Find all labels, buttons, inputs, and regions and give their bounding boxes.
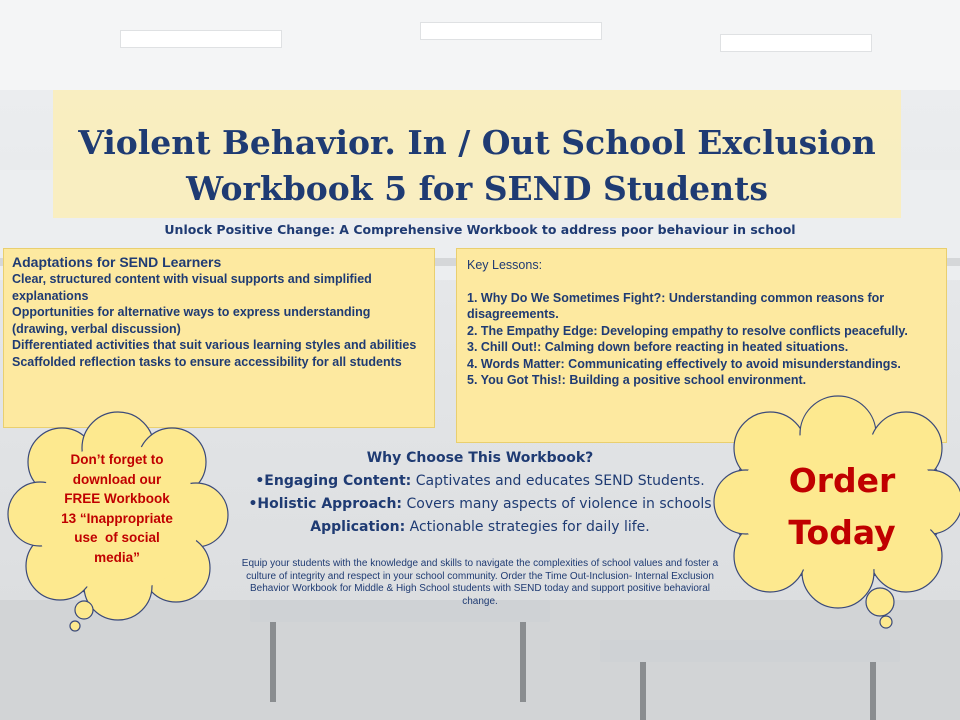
why-point-text: Actionable strategies for daily life.	[405, 519, 650, 535]
order-line-1: Order	[788, 461, 896, 500]
lesson-item: 5. You Got This!: Building a positive school environment.	[467, 373, 807, 387]
order-today-cloud[interactable]	[742, 455, 942, 559]
why-point-label: •Engaging Content:	[255, 473, 412, 489]
closing-paragraph: Equip your students with the knowledge and skills to navigate the complexities of school values and foster a culture of integrity and respect in your school community. Order the Time Out-Inclusion- Internal Exclusion Behavior Workbook for Middle & High School students with SEND today and support positive behavioral change.	[241, 558, 719, 607]
lesson-item: 2. The Empathy Edge: Developing empathy to resolve conflicts peacefully.	[467, 323, 908, 338]
why-point-label: Application:	[310, 519, 406, 535]
why-point-text: Captivates and educates SEND Students.	[411, 473, 705, 489]
adaptations-heading: Adaptations for SEND Learners	[12, 254, 222, 270]
adaptation-item: Opportunities for alternative ways to express understanding (drawing, verbal discussion)	[12, 305, 371, 336]
adaptation-item: Clear, structured content with visual supports and simplified explanations	[12, 272, 372, 303]
why-point-text: Covers many aspects of violence in schools	[402, 496, 712, 512]
why-choose-heading: Why Choose This Workbook?	[366, 450, 594, 466]
lesson-item: 4. Words Matter: Communicating effectively to avoid misunderstandings.	[467, 356, 901, 371]
free-workbook-cloud[interactable]	[42, 450, 192, 567]
cloud-line: Don’t forget to	[70, 452, 164, 467]
order-line-2: Today	[788, 513, 896, 552]
cloud-line: use of social	[74, 530, 160, 545]
why-point-label: •Holistic Approach:	[248, 496, 403, 512]
adaptation-item: Scaffolded reflection tasks to ensure accessibility for all students	[12, 354, 402, 369]
cloud-line: download our	[72, 471, 162, 487]
key-lessons-heading: Key Lessons:	[467, 258, 543, 272]
title-line-1: Violent Behavior. In / Out School Exclusion	[78, 123, 876, 162]
title-line-2: Workbook 5 for SEND Students	[186, 169, 768, 208]
cloud-line: 13 “Inappropriate	[61, 510, 173, 526]
lesson-item: 3. Chill Out!: Calming down before reacting in heated situations.	[467, 340, 849, 354]
lesson-item: 1. Why Do We Sometimes Fight?: Understanding common reasons for disagreements.	[467, 290, 885, 321]
cloud-line: media”	[94, 549, 140, 565]
cloud-line: FREE Workbook	[64, 491, 170, 506]
adaptation-item: Differentiated activities that suit various learning styles and abilities	[12, 338, 417, 352]
subtitle: Unlock Positive Change: A Comprehensive Workbook to address poor behaviour in school	[164, 222, 796, 237]
